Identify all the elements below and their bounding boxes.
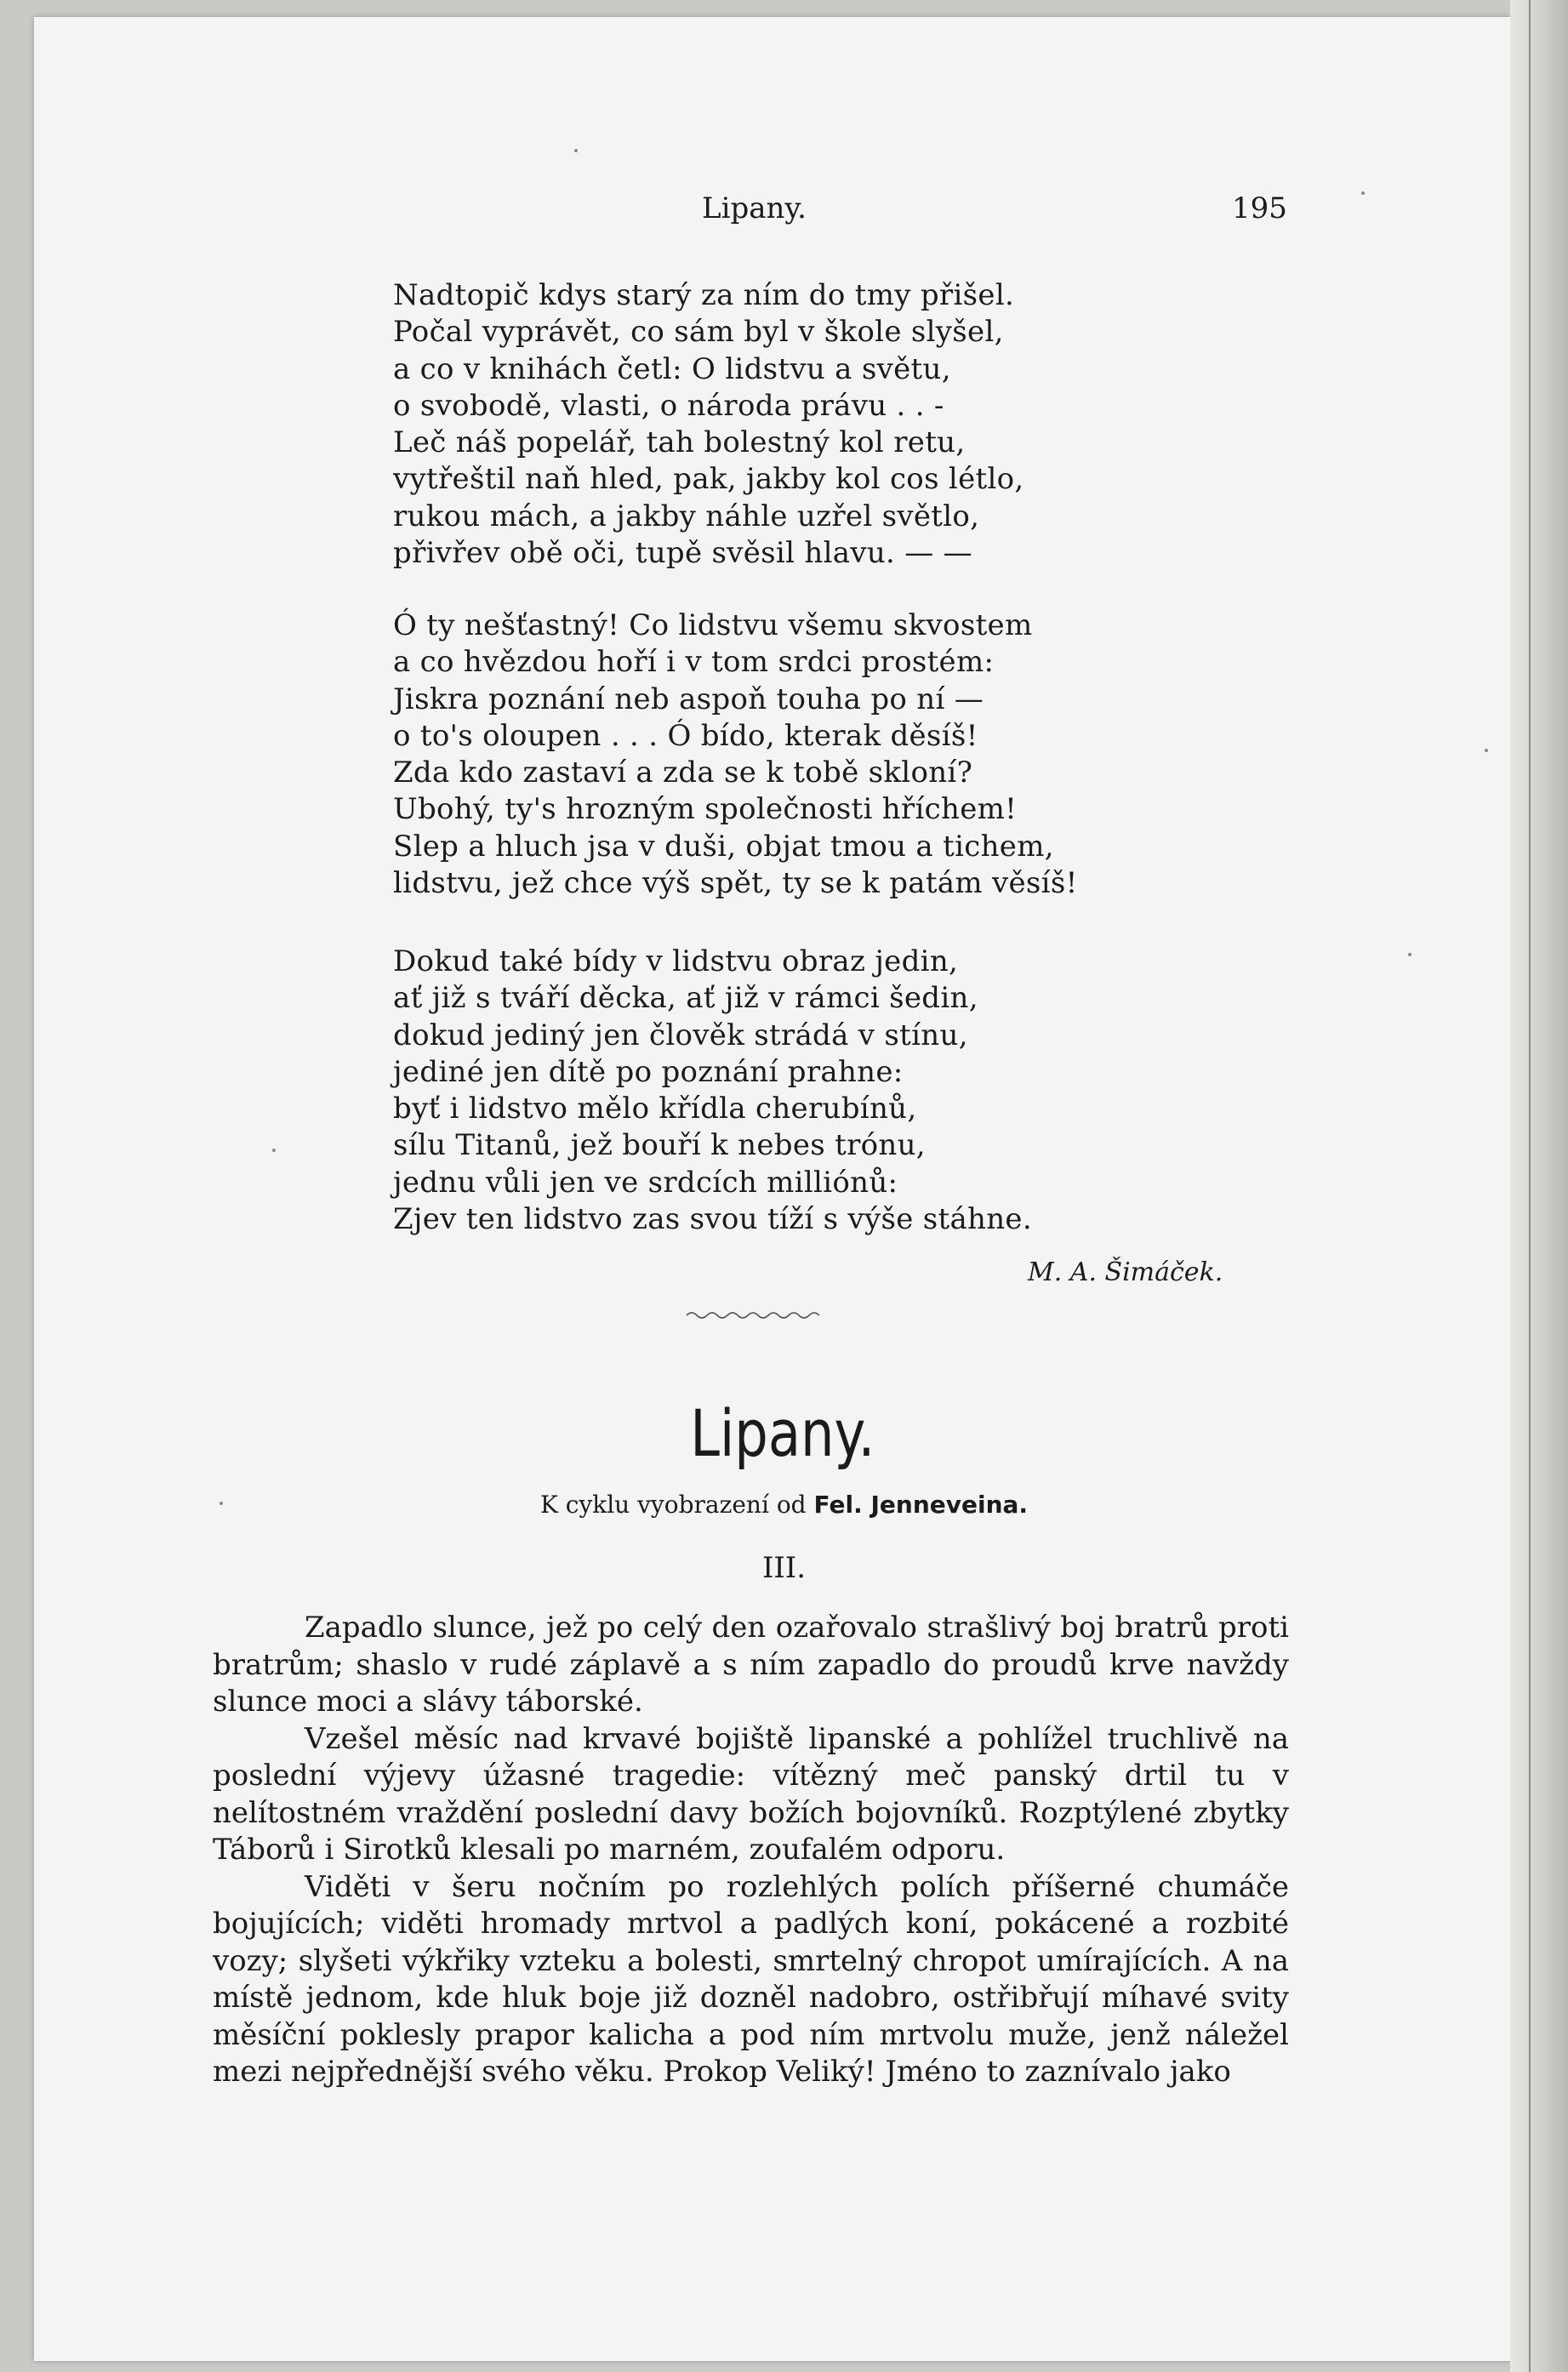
print-speck — [272, 1149, 276, 1152]
poem-line: ať již s tváří děcka, ať již v rámci šedin, — [393, 981, 978, 1016]
paragraph: Vzešel měsíc nad krvavé bojiště lipanské a pohlížel truchlivě na poslední výjevy úžasné tragedie: vítězný meč panský drtil tu v nelítostném vraždění poslední davy božích bojovníků. Rozptýlené zbytky Táborů i Sirotků klesali po marném, zoufalém odporu. — [213, 1721, 1289, 1867]
poem-line: přivřev obě oči, tupě svěsil hlavu. — — — [393, 536, 972, 571]
poem-line: Ó ty nešťastný! Co lidstvu všemu skvostem — [393, 608, 1033, 642]
poem-line: Počal vyprávět, co sám byl v škole slyšel, — [393, 315, 1004, 350]
poem-line: jednu vůli jen ve srdcích milliónů: — [393, 1165, 898, 1200]
poem-line: byť i lidstvo mělo křídla cherubínů, — [393, 1092, 917, 1126]
page-binding-edge — [1510, 0, 1568, 2372]
print-speck — [1485, 749, 1488, 752]
poem-line: Dokud také bídy v lidstvu obraz jedin, — [393, 944, 959, 978]
running-head: Lipany. — [702, 191, 807, 225]
wavy-divider-ornament — [685, 1307, 821, 1324]
poem-line: Leč náš popelář, tah bolestný kol retu, — [393, 425, 966, 460]
article-subtitle — [0, 1491, 1568, 1519]
poem-line: rukou mách, a jakby náhle uzřel světlo, — [393, 499, 980, 533]
page-number: 195 — [1232, 191, 1287, 225]
poem-line: Zda kdo zastaví a zda se k tobě skloní? — [393, 756, 973, 790]
paragraph: Zapadlo slunce, jež po celý den ozařovalo strašlivý boj bratrů proti bratrům; shaslo v rudé záplavě a s ním zapadlo do proudů krve navždy slunce moci a slávy táborské. — [213, 1611, 1289, 1719]
poem-line: dokud jediný jen člověk strádá v stínu, — [393, 1018, 968, 1052]
poem-signature: M. A. Šimáček. — [1028, 1257, 1223, 1287]
article-body — [213, 1610, 1289, 2091]
poem-line: Jiskra poznání neb aspoň touha po ní — — [393, 681, 984, 716]
print-speck — [1361, 191, 1365, 195]
article-title: Lipany. — [690, 1395, 875, 1471]
paragraph: Viděti v šeru nočním po rozlehlých polích příšerné chumáče bojujících; viděti hromady mrtvol a padlých koní, pokácené a rozbité vozy; slyšeti výkřiky vzteku a bolesti, smrtelný chropot umírajících. A na místě jednom, kde hluk boje již dozněl nadobro, ostřibřují míhavé svity měsíční poklesly prapor kalicha a pod ním mrtvolu muže, jenž náležel mezi nejpřednější svého věku. Prokop Veliký! Jméno to zaznívalo jako — [213, 1869, 1289, 2089]
poem-line: Slep a hluch jsa v duši, objat tmou a tichem, — [393, 829, 1054, 864]
poem-line: a co v knihách četl: O lidstvu a světu, — [393, 351, 951, 386]
poem-line: o to's oloupen . . . Ó bído, kterak děsíš! — [393, 718, 978, 753]
poem-line: jediné jen dítě po poznání prahne: — [393, 1054, 904, 1089]
poem-line: Nadtopič kdys starý za ním do tmy přišel. — [393, 278, 1015, 312]
poem-line: Ubohý, ty's hrozným společnosti hříchem! — [393, 792, 1018, 827]
subtitle-prefix: K cyklu vyobrazení od — [539, 1491, 807, 1519]
subtitle-author: Fel. Jenneveina. — [813, 1491, 1029, 1519]
poem-line: Zjev ten lidstvo zas svou tíží s výše stáhne. — [393, 1202, 1032, 1237]
poem-line: o svobodě, vlasti, o národa právu . . - — [393, 388, 944, 423]
poem-stanza-1 — [393, 277, 1024, 572]
section-number: III. — [761, 1551, 807, 1585]
poem-line: sílu Titanů, jež bouří k nebes trónu, — [393, 1128, 926, 1163]
print-speck — [1408, 953, 1411, 956]
poem-line: lidstvu, jež chce výš spět, ty se k patám věsíš! — [393, 866, 1078, 901]
print-speck — [220, 1502, 223, 1505]
poem-line: vytřeštil naň hled, pak, jakby kol cos létlo, — [393, 462, 1024, 497]
poem-line: a co hvězdou hoří i v tom srdci prostém: — [393, 645, 995, 680]
poem-stanza-3 — [393, 944, 1032, 1238]
print-speck — [574, 149, 578, 152]
poem-stanza-2 — [393, 607, 1078, 902]
